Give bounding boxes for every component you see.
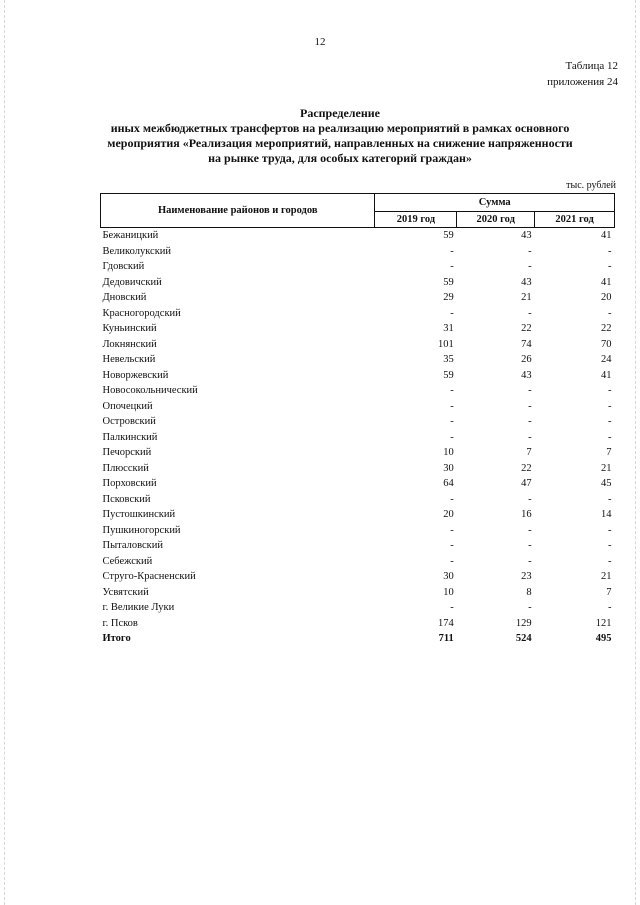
table-row [101,445,615,461]
table-row [101,352,615,368]
value-2020: 22 [521,462,532,474]
scan-right-edge [635,0,636,905]
value-2020: - [528,385,532,396]
district-name: Дедовичский [102,276,162,288]
value-2020: - [528,602,532,613]
value-2019: 59 [443,369,454,381]
value-2021: 7 [606,586,612,598]
value-2020: - [528,261,532,272]
value-2020: - [528,400,532,412]
value-2021: - [608,385,612,396]
table-row [101,337,615,353]
value-2020: 129 [515,617,532,629]
district-name: Палкинский [102,431,158,443]
value-2020: - [528,555,532,567]
value-2021: 41 [601,276,612,288]
page-number: 12 [314,36,326,48]
value-2020: 23 [521,571,532,582]
value-2021: - [608,493,612,505]
district-name: Печорский [102,447,152,458]
table-reference [547,58,618,90]
value-2020: 43 [521,276,532,288]
table-row [101,585,615,601]
district-name: Красногородский [102,307,181,319]
scan-left-edge [4,0,5,905]
value-2019: 59 [443,276,454,288]
value-2021: 21 [601,462,612,474]
header-year-2021: 2021 год [535,212,615,228]
table-body [101,228,615,632]
table-row [101,554,615,570]
value-2020: 21 [521,292,532,303]
value-2019: - [450,416,454,427]
document-title [60,106,620,166]
total-row [101,631,615,647]
header-sum: Сумма [375,194,615,212]
title-line1: Распределение [299,106,381,120]
value-2021: 121 [595,617,612,629]
table-row [101,616,615,632]
value-2019: 20 [443,509,454,520]
distribution-table [100,193,615,647]
value-2020: - [528,493,532,505]
value-2021: 41 [601,369,612,381]
value-2019: 30 [443,571,454,582]
district-name: Плюсский [102,462,149,474]
table-row [101,275,615,291]
value-2019: 30 [443,462,454,474]
value-2019: 31 [443,323,454,334]
table-row [101,523,615,539]
value-2019: - [450,261,454,272]
district-name: Псковский [102,493,151,505]
value-2021: - [608,261,612,272]
value-2020: - [528,245,532,257]
table-row [101,321,615,337]
value-2021: - [608,431,612,443]
value-2021: 22 [601,323,612,334]
value-2021: 20 [601,292,612,303]
title-line2: иных межбюджетных трансфертов на реализацию мероприятий в рамках основного [110,121,570,135]
value-2021: 45 [601,478,612,489]
header-year-2019: 2019 год [375,212,457,228]
district-name: Куньинский [102,323,157,334]
value-2020: 16 [521,509,532,520]
table-row [101,507,615,523]
value-2021: - [608,555,612,567]
district-name: Невельский [102,354,156,365]
district-name: Гдовский [102,261,145,272]
value-2020: - [528,307,532,319]
value-2021: - [608,400,612,412]
value-2019: 29 [443,292,454,303]
district-name: Пустошкинский [102,509,176,520]
value-2019: 64 [443,478,454,489]
table-reference-line2: приложения 24 [547,76,618,88]
district-name: Новоржевский [102,369,169,381]
value-2021: - [608,540,612,551]
value-2019: 10 [443,447,454,458]
district-name: Струго-Красненский [102,571,196,582]
value-2020: 26 [521,354,532,365]
value-2019: - [450,524,454,536]
district-name: Порховский [102,478,157,489]
table-row [101,476,615,492]
value-2021: - [608,602,612,613]
value-2020: - [528,416,532,427]
value-2019: - [450,400,454,412]
table-row [101,306,615,322]
table-row [101,600,615,616]
value-2019: - [450,602,454,613]
value-2020: 43 [521,230,532,241]
table-row [101,461,615,477]
value-2020: 7 [526,447,532,458]
table-row [101,492,615,508]
district-name: г. Псков [102,617,138,629]
table-row [101,368,615,384]
value-2021: 24 [601,354,612,365]
value-2019: - [450,540,454,551]
district-name: Локнянский [102,338,157,350]
value-2019: 174 [438,617,454,629]
value-2019: - [450,555,454,567]
header-year-2020: 2020 год [457,212,535,228]
value-2020: 47 [521,478,532,489]
value-2019: - [450,307,454,319]
table-row [101,228,615,244]
value-2020: 8 [526,586,532,598]
table-row [101,569,615,585]
value-2019: - [450,245,454,257]
district-name: Себежский [102,555,153,567]
value-2021: - [608,245,612,257]
title-line4: на рынке труда, для особых категорий граждан» [208,151,472,165]
value-2019: 101 [438,338,454,350]
total-2020: 524 [515,633,532,644]
total-2019: 711 [438,633,454,644]
value-2021: - [608,416,612,427]
value-2021: - [608,524,612,536]
value-2019: - [450,431,454,443]
value-2019: 35 [443,354,454,365]
table-row [101,259,615,275]
district-name: Пыталовский [102,540,163,551]
value-2020: - [528,524,532,536]
district-name: Усвятский [102,586,149,598]
value-2020: - [528,431,532,443]
value-2019: 10 [443,586,454,598]
value-2020: 22 [521,323,532,334]
value-2020: - [528,540,532,551]
district-name: Пушкиногорский [102,524,181,536]
value-2019: - [450,493,454,505]
table-row [101,430,615,446]
value-2021: - [608,307,612,319]
table-row [101,383,615,399]
title-line3: мероприятия «Реализация мероприятий, направленных на снижение напряженности [107,136,573,150]
value-2019: - [450,385,454,396]
value-2021: 14 [601,509,612,520]
table-row [101,399,615,415]
value-2019: 59 [443,230,454,241]
unit-label: тыс. рублей [566,180,616,191]
value-2020: 43 [521,369,532,381]
table-row [101,290,615,306]
value-2021: 70 [601,338,612,350]
district-name: Дновский [102,292,147,303]
district-name: Бежаницкий [102,230,159,241]
district-name: Новосокольнический [102,385,198,396]
value-2021: 41 [601,230,612,241]
district-name: Островский [102,416,156,427]
table-row [101,414,615,430]
district-name: Опочецкий [102,400,153,412]
table-row [101,538,615,554]
value-2020: 74 [521,338,532,350]
header-district-name: Наименование районов и городов [101,194,375,228]
table-row [101,244,615,260]
table-reference-line1: Таблица 12 [565,60,618,72]
district-name: Великолукский [102,245,172,257]
value-2021: 21 [601,571,612,582]
value-2021: 7 [606,447,612,458]
district-name: г. Великие Луки [102,602,175,613]
total-label: Итого [102,633,131,644]
total-2021: 495 [595,633,612,644]
